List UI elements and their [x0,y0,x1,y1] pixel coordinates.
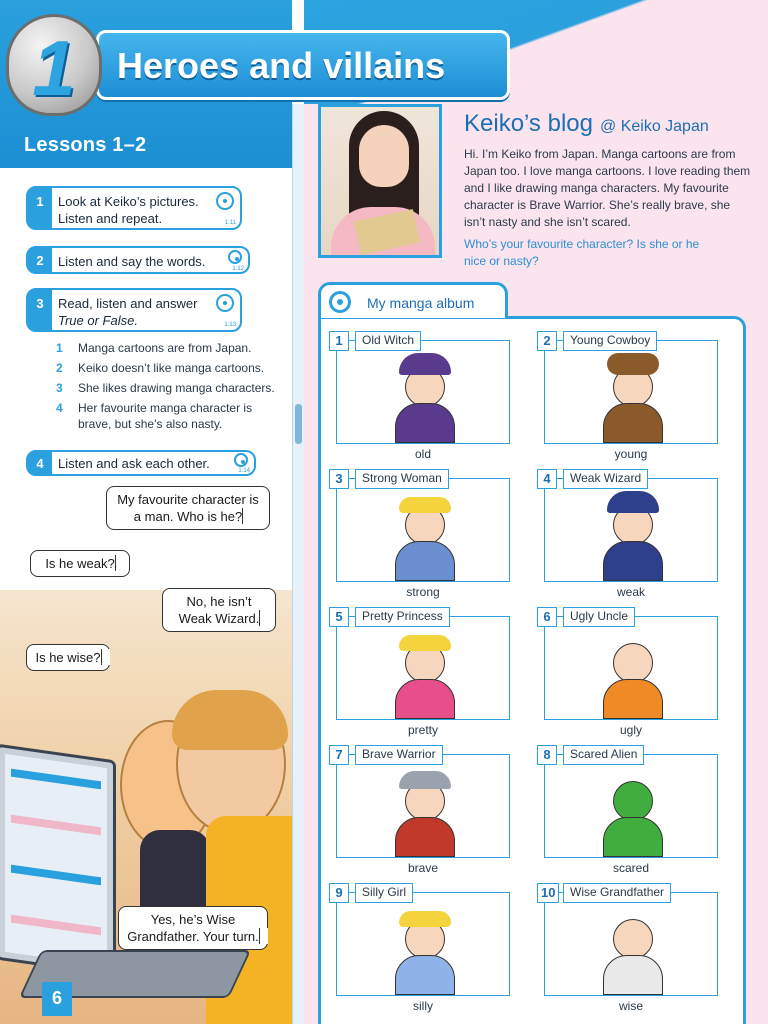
blog-handle: @ Keiko Japan [600,118,709,135]
keiko-photo [318,104,442,258]
card-name: Scared Alien [563,745,644,765]
card-adjective: weak [616,585,645,599]
cd-icon[interactable] [228,250,242,264]
task-number: 3 [28,290,52,330]
album-title: My manga album [367,295,475,311]
silly-girl-illustration [377,907,473,995]
speech-bubble: My favourite character is a man. Who is he? [106,486,270,530]
blog-question: Who’s your favourite character? Is she or he nice or nasty? [464,237,700,268]
brave-warrior-illustration [377,769,473,857]
card-number: 3 [329,469,349,489]
character-card-3[interactable] [335,471,510,599]
speech-bubble: No, he isn’t Weak Wizard. [162,588,276,632]
card-adjective: young [614,447,648,461]
track-number: 1:13 [224,322,236,328]
cd-icon[interactable] [234,453,248,467]
character-card-1[interactable] [335,333,510,461]
card-number: 1 [329,331,349,351]
card-number: 6 [537,607,557,627]
monitor-screen [5,754,107,966]
card-adjective: pretty [407,723,438,737]
left-column [0,0,292,1024]
boy-hair [172,690,288,750]
true-false-statements [56,340,286,436]
card-adjective: strong [406,585,440,599]
card-name: Old Witch [355,331,421,351]
blog-title: Keiko’s blog [464,110,593,137]
album-tab [318,282,508,318]
pretty-princess-illustration [377,631,473,719]
task-1 [26,186,242,230]
young-cowboy-illustration [585,355,681,443]
strong-woman-illustration [377,493,473,581]
scrollbar-thumb[interactable] [295,404,302,444]
track-number: 1:12 [232,266,244,272]
card-adjective: old [414,447,431,461]
unit-title: Heroes and villains [117,45,446,86]
card-name: Ugly Uncle [563,607,635,627]
speech-bubble: Yes, he’s Wise Grandfather. Your turn. [118,906,268,950]
character-card-8[interactable] [543,747,718,875]
ugly-uncle-illustration [585,631,681,719]
card-name: Silly Girl [355,883,413,903]
cd-icon[interactable] [216,192,234,210]
track-number: 1:14 [238,468,250,474]
card-adjective: scared [612,861,650,875]
task-number: 4 [28,452,52,474]
speech-bubble: Is he weak? [30,550,130,577]
card-name: Pretty Princess [355,607,450,627]
page-number: 6 [42,982,72,1016]
character-card-4[interactable] [543,471,718,599]
card-number: 10 [537,883,559,903]
card-name: Wise Grandfather [563,883,671,903]
scared-alien-illustration [585,769,681,857]
unit-number: 1 [32,24,76,112]
card-number: 4 [537,469,557,489]
wise-grandfather-illustration [585,907,681,995]
right-column [304,0,768,1024]
task-number: 2 [28,248,52,272]
unit-title-banner [96,30,510,100]
list-item: 4 Her favourite manga character is brave, but she’s also nasty. [56,401,253,431]
track-number: 1:11 [224,220,236,226]
card-number: 5 [329,607,349,627]
character-card-9[interactable] [335,885,510,1013]
lessons-heading: Lessons 1–2 [24,134,147,156]
task-text: Listen and ask each other. [58,456,210,471]
card-adjective: wise [618,999,643,1013]
task-4 [26,450,256,476]
card-adjective: ugly [619,723,642,737]
task-text: Read, listen and answer True or False. [58,296,198,328]
weak-wizard-illustration [585,493,681,581]
card-name: Weak Wizard [563,469,648,489]
character-card-5[interactable] [335,609,510,737]
card-number: 2 [537,331,557,351]
cd-icon[interactable] [329,291,351,313]
old-witch-illustration [377,355,473,443]
list-item: 3 She likes drawing manga characters. [56,381,275,395]
list-item: 1 Manga cartoons are from Japan. [56,341,252,355]
card-name: Strong Woman [355,469,449,489]
task-number: 1 [28,188,52,228]
unit-number-badge [6,14,102,116]
computer-monitor [0,744,116,977]
blog-text: Hi. I’m Keiko from Japan. Manga cartoons are from Japan too. I love manga cartoons. I love reading them and I like drawing manga characters. My favourite character is Brave Warrior. She’s really brave, she isn’t nasty and she isn’t scared. [464,147,751,229]
character-card-2[interactable] [543,333,718,461]
task-text: Listen and say the words. [58,254,206,269]
card-name: Brave Warrior [355,745,443,765]
task-text: Look at Keiko’s pictures. Listen and repeat. [58,194,199,226]
card-adjective: brave [407,861,439,875]
task-2 [26,246,250,274]
task-3 [26,288,242,332]
cd-icon[interactable] [216,294,234,312]
character-card-7[interactable] [335,747,510,875]
list-item: 2 Keiko doesn’t like manga cartoons. [56,361,265,375]
scrollbar[interactable] [292,104,304,1024]
card-number: 8 [537,745,557,765]
card-number: 7 [329,745,349,765]
character-card-10[interactable] [541,885,718,1013]
character-card-6[interactable] [543,609,718,737]
speech-bubble: Is he wise? [26,644,110,671]
card-adjective: silly [413,999,433,1013]
card-name: Young Cowboy [563,331,657,351]
card-number: 9 [329,883,349,903]
